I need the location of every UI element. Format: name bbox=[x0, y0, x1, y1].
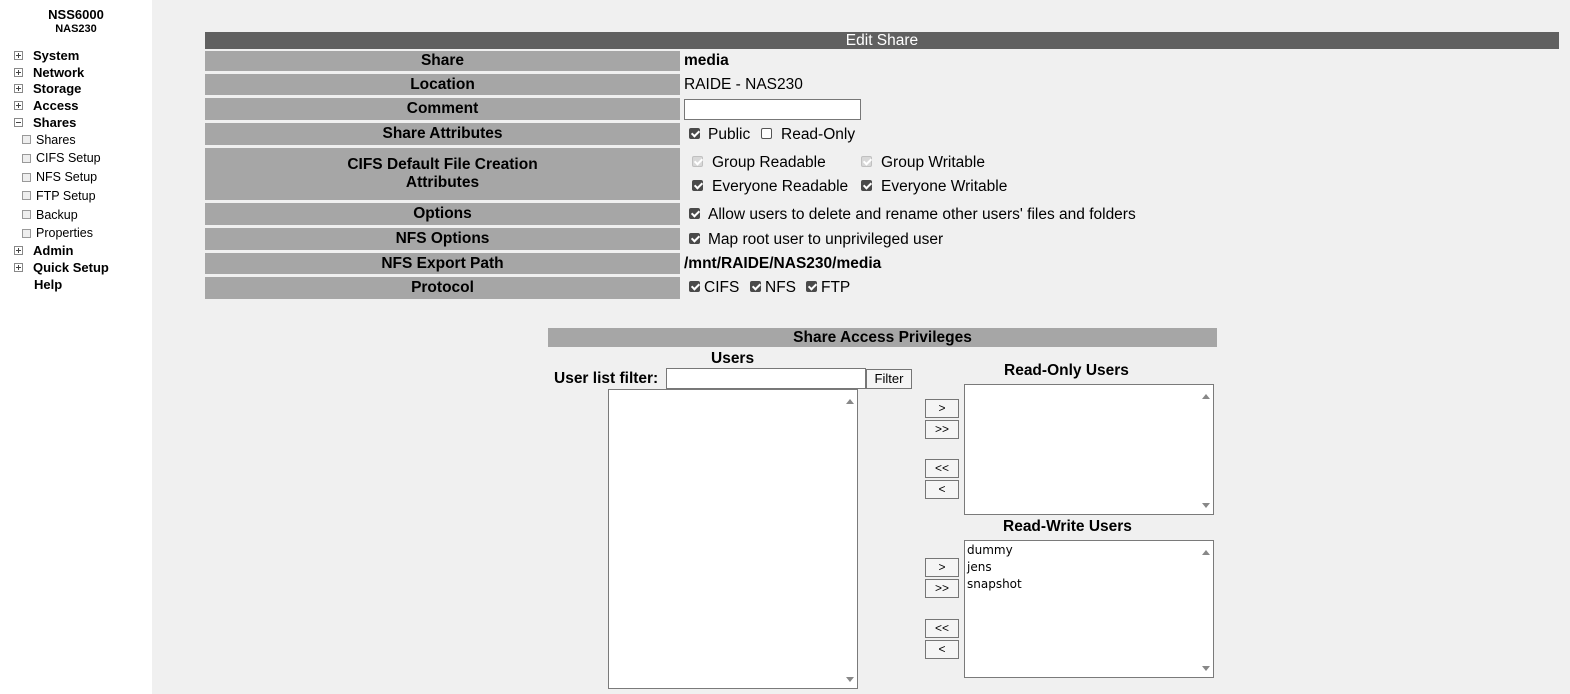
remove-all-read-write-button[interactable]: << bbox=[925, 619, 959, 638]
location-value: RAIDE - NAS230 bbox=[684, 75, 803, 93]
group-readable-checkbox bbox=[692, 156, 703, 167]
nav-shares[interactable] bbox=[14, 114, 109, 131]
nav-sub-label[interactable]: FTP Setup bbox=[36, 188, 96, 203]
nav-label[interactable]: Admin bbox=[33, 243, 74, 259]
filter-button[interactable]: Filter bbox=[866, 369, 912, 389]
options-label: Options bbox=[205, 203, 680, 225]
nav-sub-properties[interactable] bbox=[14, 224, 109, 243]
add-read-write-button[interactable]: > bbox=[925, 558, 959, 577]
scroll-up-icon[interactable] bbox=[846, 399, 854, 404]
page-icon bbox=[22, 210, 31, 219]
nav-access[interactable] bbox=[14, 97, 109, 114]
user-filter-input[interactable] bbox=[666, 368, 866, 389]
expand-icon[interactable] bbox=[14, 84, 23, 93]
expand-icon[interactable] bbox=[14, 101, 23, 110]
share-value: media bbox=[684, 52, 729, 69]
nav-network[interactable] bbox=[14, 64, 109, 81]
nav-label[interactable]: Network bbox=[33, 64, 85, 80]
nav-label[interactable]: Access bbox=[33, 97, 79, 113]
remove-read-only-button[interactable]: < bbox=[925, 480, 959, 499]
group-writable-checkbox bbox=[861, 156, 872, 167]
nav-sub-shares[interactable] bbox=[14, 130, 109, 149]
cifs-attributes-label bbox=[205, 148, 680, 200]
device-name: NAS230 bbox=[55, 23, 97, 35]
expand-icon[interactable] bbox=[14, 263, 23, 272]
nav-label[interactable]: Shares bbox=[33, 114, 77, 130]
nav-quick-setup[interactable] bbox=[14, 259, 109, 276]
share-access-privileges-title: Share Access Privileges bbox=[548, 328, 1217, 347]
nav-help[interactable]: Help bbox=[34, 276, 63, 292]
ftp-checkbox[interactable] bbox=[806, 281, 817, 292]
remove-read-write-button[interactable]: < bbox=[925, 640, 959, 659]
add-all-read-only-button[interactable]: >> bbox=[925, 420, 959, 439]
comment-label: Comment bbox=[205, 98, 680, 120]
nav-sub-ftp-setup[interactable] bbox=[14, 187, 109, 206]
allow-delete-rename-checkbox[interactable] bbox=[689, 208, 700, 219]
read-only-users-items bbox=[965, 385, 1213, 387]
everyone-writable-checkbox[interactable] bbox=[861, 180, 872, 191]
everyone-readable-label: Everyone Readable bbox=[712, 178, 849, 195]
nav-tree bbox=[14, 47, 109, 293]
scroll-down-icon[interactable] bbox=[846, 677, 854, 682]
read-write-users-items bbox=[965, 541, 1213, 594]
nav-system[interactable] bbox=[14, 47, 109, 64]
everyone-readable-checkbox[interactable] bbox=[692, 180, 703, 191]
nav-sub-label[interactable]: Backup bbox=[36, 207, 78, 222]
nav-sub-label[interactable]: Properties bbox=[36, 226, 93, 241]
group-readable-label: Group Readable bbox=[712, 154, 826, 171]
expand-icon[interactable] bbox=[14, 246, 23, 255]
sidebar bbox=[0, 0, 152, 694]
read-only-label: Read-Only bbox=[781, 126, 856, 143]
add-read-only-button[interactable]: > bbox=[925, 399, 959, 418]
page-icon bbox=[22, 135, 31, 144]
collapse-icon[interactable] bbox=[14, 118, 23, 127]
user-filter-label: User list filter: bbox=[554, 370, 659, 387]
nfs-export-path-label: NFS Export Path bbox=[205, 253, 680, 274]
brand bbox=[0, 0, 152, 36]
nfs-options-label: NFS Options bbox=[205, 228, 680, 250]
scroll-down-icon[interactable] bbox=[1202, 666, 1210, 671]
share-attributes-label: Share Attributes bbox=[205, 123, 680, 145]
nav-label[interactable]: System bbox=[33, 47, 80, 63]
users-list-items bbox=[609, 390, 857, 392]
cifs-protocol-label: CIFS bbox=[704, 279, 740, 296]
public-label: Public bbox=[708, 126, 751, 143]
public-checkbox[interactable] bbox=[689, 128, 700, 139]
everyone-writable-label: Everyone Writable bbox=[881, 178, 1008, 195]
nfs-export-path-value: /mnt/RAIDE/NAS230/media bbox=[684, 254, 882, 272]
read-only-checkbox[interactable] bbox=[761, 128, 772, 139]
nfs-protocol-label: NFS bbox=[765, 279, 796, 296]
nfs-checkbox[interactable] bbox=[750, 281, 761, 292]
map-root-label: Map root user to unprivileged user bbox=[708, 231, 944, 248]
add-all-read-write-button[interactable]: >> bbox=[925, 579, 959, 598]
read-only-users-header: Read-Only Users bbox=[1004, 362, 1129, 379]
cifs-checkbox[interactable] bbox=[689, 281, 700, 292]
users-list[interactable] bbox=[608, 389, 858, 689]
scroll-up-icon[interactable] bbox=[1202, 394, 1210, 399]
users-header: Users bbox=[711, 350, 755, 367]
list-item[interactable]: snapshot bbox=[967, 577, 1022, 591]
scroll-up-icon[interactable] bbox=[1202, 550, 1210, 555]
list-item[interactable]: jens bbox=[967, 560, 992, 574]
read-only-users-list[interactable] bbox=[964, 384, 1214, 515]
share-label: Share bbox=[205, 51, 680, 71]
location-label: Location bbox=[205, 74, 680, 95]
allow-delete-rename-label: Allow users to delete and rename other users' files and folders bbox=[708, 206, 1136, 223]
list-item[interactable]: dummy bbox=[967, 543, 1013, 557]
read-write-users-header: Read-Write Users bbox=[1003, 518, 1132, 535]
scroll-down-icon[interactable] bbox=[1202, 503, 1210, 508]
nav-sub-label[interactable]: NFS Setup bbox=[36, 170, 98, 185]
read-write-users-list[interactable] bbox=[964, 540, 1214, 678]
ftp-protocol-label: FTP bbox=[821, 279, 851, 296]
page-icon bbox=[22, 191, 31, 200]
cifs-label-line-1: CIFS Default File Creation bbox=[347, 156, 538, 173]
expand-icon[interactable] bbox=[14, 51, 23, 60]
page-icon bbox=[22, 229, 31, 238]
map-root-checkbox[interactable] bbox=[689, 233, 700, 244]
remove-all-read-only-button[interactable]: << bbox=[925, 459, 959, 478]
nav-storage[interactable] bbox=[14, 80, 109, 97]
comment-input[interactable] bbox=[684, 99, 861, 120]
nav-admin[interactable] bbox=[14, 243, 109, 260]
nav-label[interactable]: Quick Setup bbox=[33, 260, 109, 276]
edit-share-title: Edit Share bbox=[205, 32, 1559, 49]
nav-sub-nfs-setup[interactable] bbox=[14, 168, 109, 187]
nav-label[interactable]: Storage bbox=[33, 81, 82, 97]
expand-icon[interactable] bbox=[14, 68, 23, 77]
cifs-label-line-2: Attributes bbox=[405, 174, 480, 191]
page-icon bbox=[22, 154, 31, 163]
group-writable-label: Group Writable bbox=[881, 154, 985, 171]
nav-sub-backup[interactable] bbox=[14, 205, 109, 224]
nav-sub-label[interactable]: CIFS Setup bbox=[36, 151, 101, 166]
nav-sub-cifs-setup[interactable] bbox=[14, 149, 109, 168]
device-model: NSS6000 bbox=[48, 7, 104, 22]
protocol-label: Protocol bbox=[205, 277, 680, 299]
page-icon bbox=[22, 173, 31, 182]
nav-sub-label[interactable]: Shares bbox=[36, 132, 76, 147]
